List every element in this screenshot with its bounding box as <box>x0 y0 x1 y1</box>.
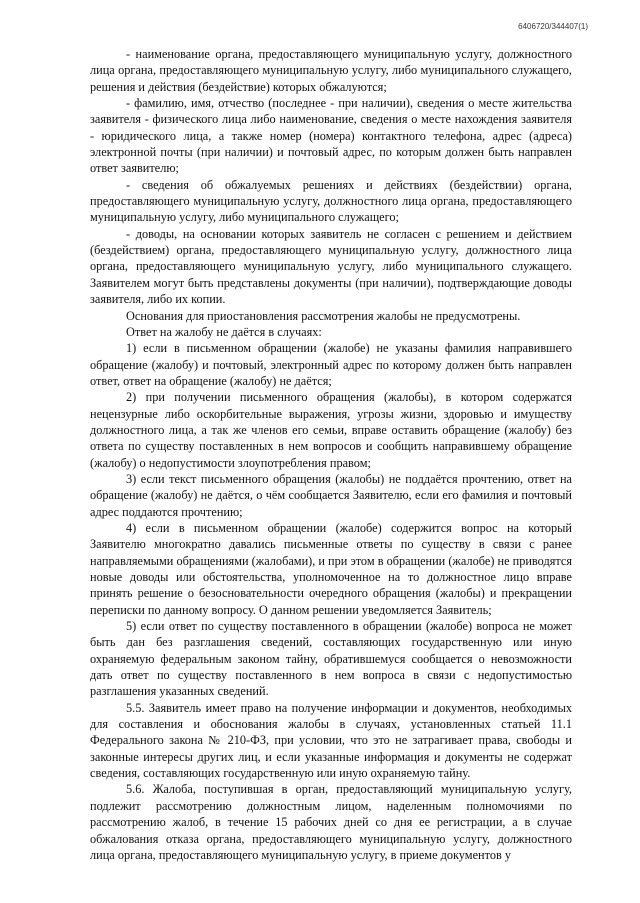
paragraph: 1) если в письменном обращении (жалобе) не указаны фамилия направившего обращение (жалобу) и почтовый, электронный адрес по которому должен быть направлен ответ, ответ на обращение (жалобу) не даётся; <box>90 341 572 388</box>
paragraph: - фамилию, имя, отчество (последнее - при наличии), сведения о месте жительства заявителя - физического лица либо наименование, сведения о месте нахождения заявителя - юридического лица, а также номер (номера) контактного телефона, адрес (адреса) электронной почты (при наличии) и почтовый адрес, по которым должен быть направлен ответ заявителю; <box>90 96 572 176</box>
paragraph: - сведения об обжалуемых решениях и действиях (бездействии) органа, предоставляющего муниципальную услугу, должностного лица органа, предоставляющего муниципальную услугу, либо муниципального служащего; <box>90 177 572 225</box>
document-id: 6406720/344407(1) <box>518 22 588 31</box>
paragraph: 4) если в письменном обращении (жалобе) содержится вопрос на который Заявителю многократно давались письменные ответы по существу в связи с ранее направляемыми обращениями (жалобами), и при этом в обращении (жалобе) не приводятся новые доводы или обстоятельства, уполномоченное на то должностное лицо вправе принять решение о безосновательности очередного обращения (жалобы) и прекращении переписки по данному вопросу. О данном решении уведомляется Заявитель; <box>90 520 572 617</box>
paragraph: 5) если ответ по существу поставленного в обращении (жалобе) вопроса не может быть дан без разглашения сведений, составляющих государственную или иную охраняемую федеральным законом тайну, обратившемуся сообщается о невозможности дать ответ по существу поставленного в нем вопроса в связи с недопустимостью разглашения указанных сведений. <box>90 619 572 699</box>
paragraph: 2) при получении письменного обращения (жалобы), в котором содержатся нецензурные либо оскорбительные выражения, угрозы жизни, здоровью и имуществу должностного лица, а так же членов его семьи, вправе оставить обращение (жалобу) без ответа по существу поставленных в нем вопросов и сообщить направившему обращение (жалобу) о недопустимости злоупотребления правом; <box>90 390 572 470</box>
paragraph: - доводы, на основании которых заявитель не согласен с решением и действием (бездействием) органа, предоставляющего муниципальную услугу, должностного лица органа, предоставляющего муниципальную услугу, либо муниципального служащего. Заявителем могут быть представлены документы (при наличии), подтверждающие доводы заявителя, либо их копии. <box>90 226 572 307</box>
paragraph: 3) если текст письменного обращения (жалобы) не поддаётся прочтению, ответ на обращение (жалобу) не даётся, о чём сообщается Заявителю, если его фамилия и почтовый адрес поддаются прочтению; <box>90 471 572 519</box>
paragraph: Основания для приостановления рассмотрения жалобы не предусмотрены. <box>126 308 521 323</box>
paragraph: 5.5. Заявитель имеет право на получение информации и документов, необходимых для составления и обоснования жалобы в случаях, установленных статьей 11.1 Федерального закона № 210-ФЗ, при условии, что это не затрагивает права, свободы и законные интересы других лиц, и если указанные информация и документы не содержат сведения, составляющих государственную или иную охраняемую тайну. <box>90 700 572 781</box>
document-body <box>90 46 572 863</box>
paragraph: - наименование органа, предоставляющего муниципальную услугу, должностного лица органа, предоставляющего муниципальную услугу, либо муниципального служащего, решения и действия (бездействие) которых обжалуются; <box>90 47 572 94</box>
paragraph: 5.6. Жалоба, поступившая в орган, предоставляющий муниципальную услугу, подлежит рассмотрению должностным лицом, наделенным полномочиями по рассмотрению жалоб, в течение 15 рабочих дней со дня ее регистрации, а в случае обжалования отказа органа, предоставляющего муниципальную услугу, должностного лица органа, предоставляющего муниципальную услугу, в приеме документов у <box>90 782 572 862</box>
paragraph: Ответ на жалобу не даётся в случаях: <box>126 324 322 339</box>
